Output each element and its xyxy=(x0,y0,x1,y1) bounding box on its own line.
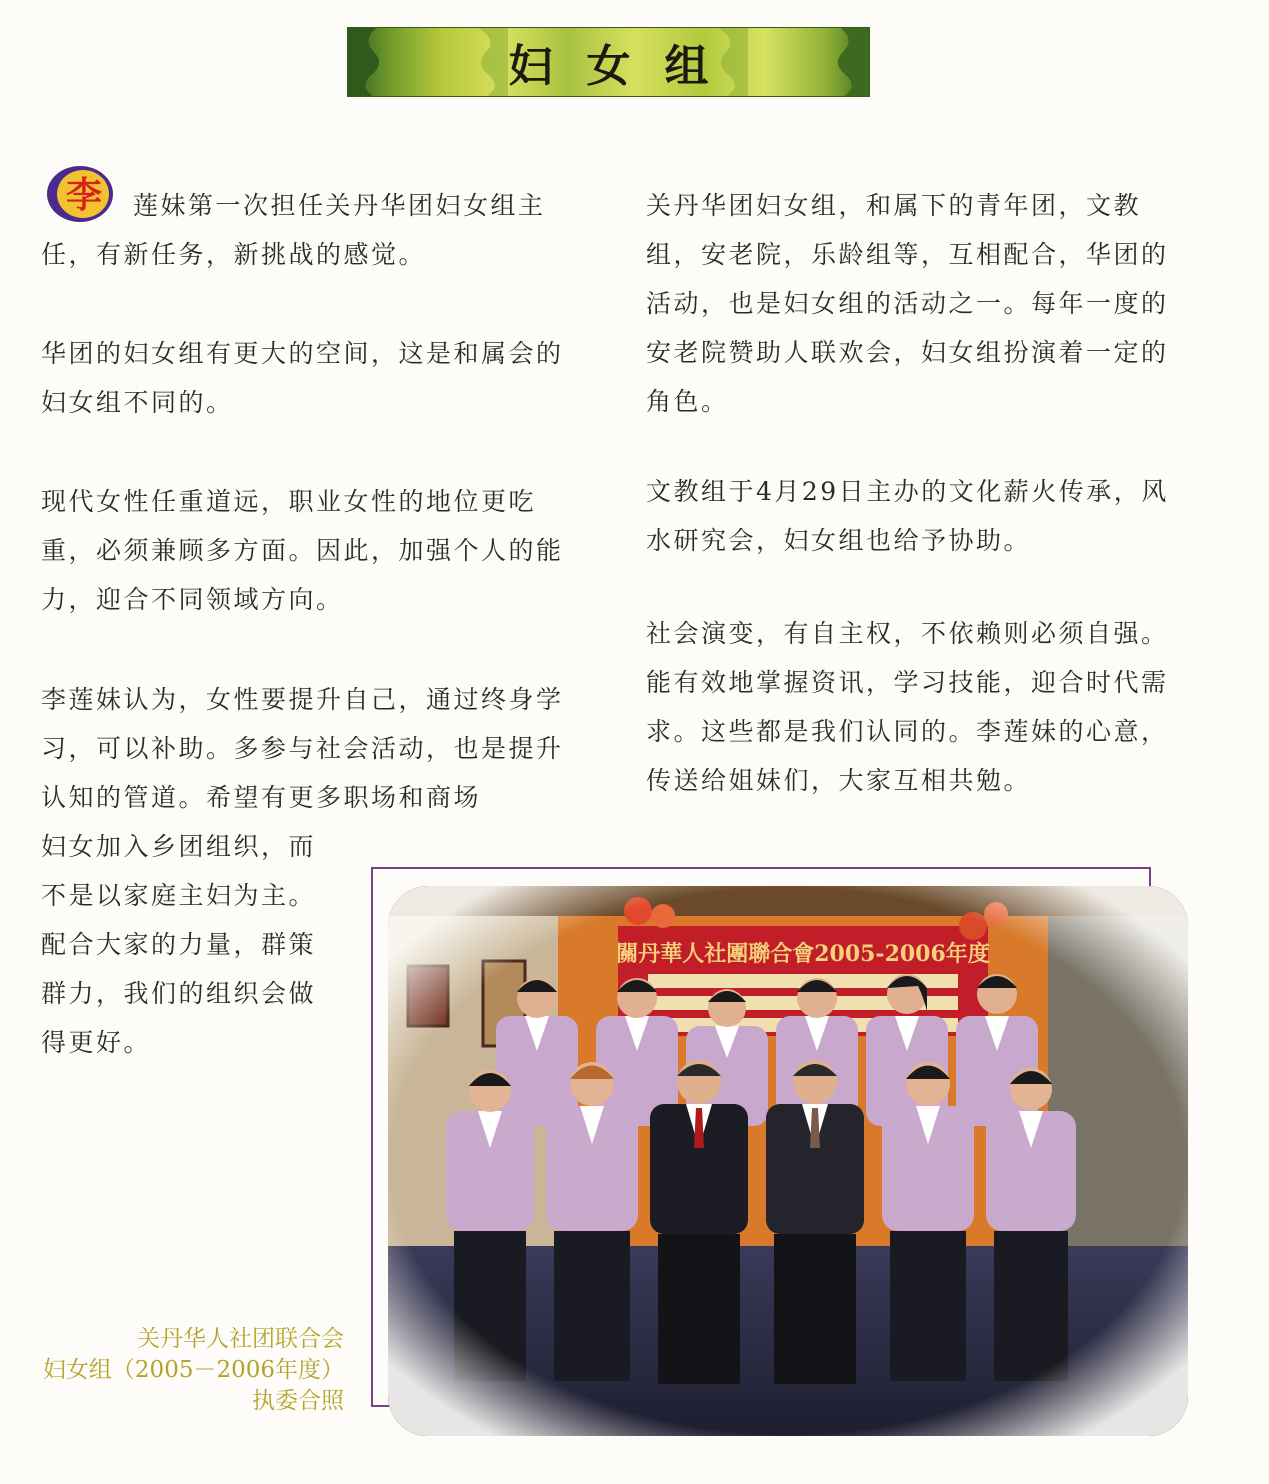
left-paragraph-4-line: 配合大家的力量，群策 xyxy=(41,930,317,959)
right-paragraph-1: 关丹华团妇女组，和属下的青年团，文教组，安老院，乐龄组等，互相配合，华团的活动，也是妇女组的活动之一。每年一度的安老院赞助人联欢会，妇女组扮演着一定的角色。 xyxy=(646,191,1169,416)
caption-line-1: 关丹华人社团联合会 xyxy=(137,1326,344,1352)
caption-line-3: 执委合照 xyxy=(252,1388,344,1414)
banner-wave-right xyxy=(829,28,869,97)
right-paragraph-2: 文教组于4月29日主办的文化薪火传承，风水研究会，妇女组也给予协助。 xyxy=(646,477,1169,555)
right-paragraph-3: 社会演变，有自主权，不依赖则必须自强。能有效地掌握资讯，学习技能，迎合时代需求。这些都是我们认同的。李莲妹的心意，传送给姐妹们，大家互相共勉。 xyxy=(646,619,1169,795)
left-paragraph-3: 现代女性任重道远，职业女性的地位更吃重，必须兼顾多方面。因此，加强个人的能力，迎合不同领域方向。 xyxy=(41,487,564,614)
left-paragraph-4-line: 得更好。 xyxy=(41,1028,152,1057)
group-photo xyxy=(388,886,1188,1436)
left-paragraph-4-line: 妇女加入乡团组织，而 xyxy=(41,832,317,861)
banner-wave-left xyxy=(348,28,388,97)
left-paragraph-2: 华团的妇女组有更大的空间，这是和属会的妇女组不同的。 xyxy=(41,339,564,417)
left-paragraph-4-line: 群力，我们的组织会做 xyxy=(41,979,317,1008)
left-paragraph-4-line: 不是以家庭主妇为主。 xyxy=(41,881,317,910)
left-paragraph-4: 李莲妹认为，女性要提升自己，通过终身学习，可以补助。多参与社会活动，也是提升认知的管道。希望有更多职场和商场 xyxy=(41,685,564,812)
caption-line-2: 妇女组（2005－2006年度） xyxy=(42,1357,344,1383)
logo-char: 李 xyxy=(65,174,103,216)
section-title-banner xyxy=(347,27,870,97)
left-paragraph-4-continued xyxy=(41,822,341,1067)
banner-title: 妇女组 xyxy=(508,41,743,92)
left-paragraph-1: 莲妹第一次担任关丹华团妇女组主任，有新任务，新挑战的感觉。 xyxy=(41,191,546,269)
photo-caption xyxy=(20,1324,344,1417)
